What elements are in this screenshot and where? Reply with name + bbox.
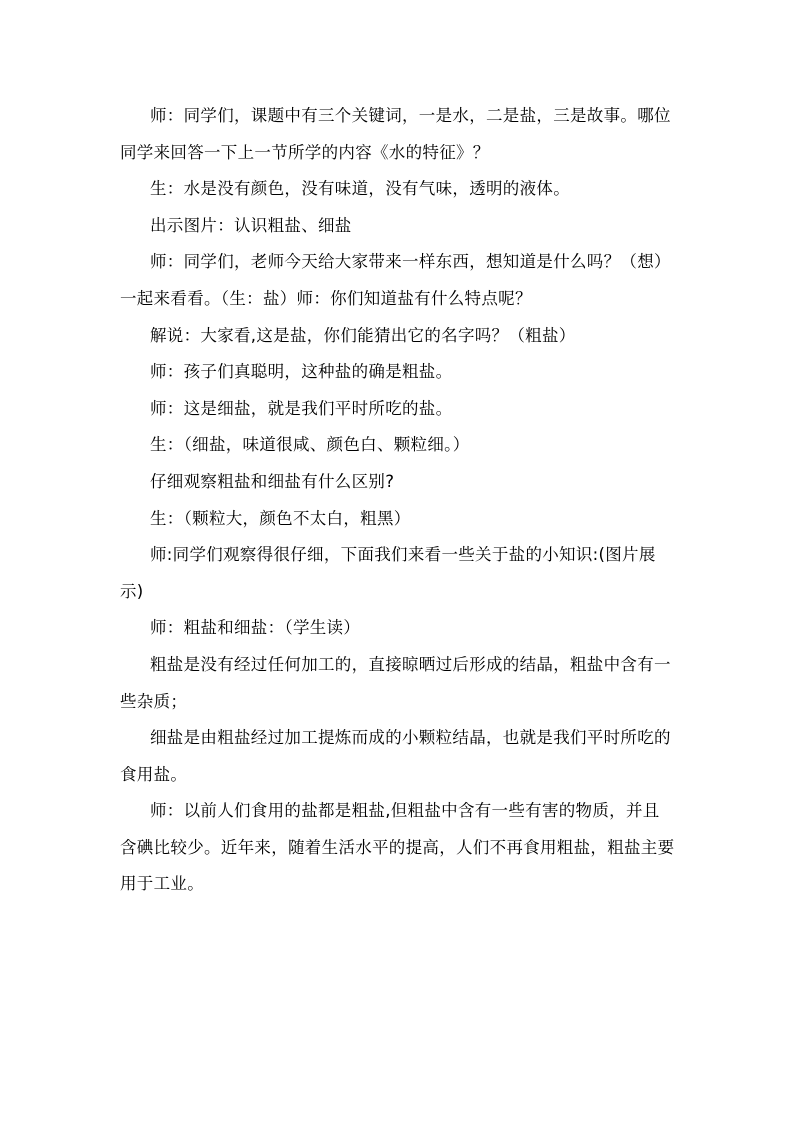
- paragraph-6: 师：孩子们真聪明，这种盐的确是粗盐。: [150, 362, 453, 382]
- paragraph-14: 细盐是由粗盐经过加工提炼而成的小颗粒结晶，也就是我们平时所吃的食用盐。: [120, 728, 671, 784]
- paragraph-2: 生：水是没有颜色，没有味道，没有气味，透明的液体。: [150, 179, 570, 199]
- paragraph-7: 师：这是细盐，就是我们平时所吃的盐。: [150, 398, 453, 418]
- paragraph-1: 师：同学们，课题中有三个关键词，一是水，二是盐，三是故事。哪位同学来回答一下上一节所学的内容《水的特征》？: [120, 106, 671, 162]
- paragraph-12: 师：粗盐和细盐：（学生读）: [150, 618, 361, 638]
- paragraph-8: 生：（细盐，味道很咸、颜色白、颗粒细。）: [150, 435, 470, 455]
- paragraph-9: 仔细观察粗盐和细盐有什么区别?: [150, 471, 395, 491]
- paragraph-11: 师:同学们观察得很仔细，下面我们来看一些关于盐的小知识:(图片展示): [120, 545, 656, 601]
- paragraph-5: 解说：大家看,这是盐，你们能猜出它的名字吗？（粗盐）: [150, 325, 576, 345]
- document-body: [120, 98, 676, 903]
- paragraph-4: 师：同学们，老师今天给大家带来一样东西，想知道是什么吗？（想）一起来看看。（生：盐）师：你们知道盐有什么特点呢？: [120, 252, 671, 308]
- paragraph-10: 生：（颗粒大，颜色不太白，粗黑）: [150, 508, 411, 528]
- paragraph-3: 出示图片：认识粗盐、细盐: [150, 215, 352, 235]
- paragraph-15: 师：以前人们食用的盐都是粗盐,但粗盐中含有一些有害的物质，并且含碘比较少。近年来，随着生活水平的提高，人们不再食用粗盐，粗盐主要用于工业。: [120, 801, 675, 894]
- paragraph-13: 粗盐是没有经过任何加工的，直接晾晒过后形成的结晶，粗盐中含有一些杂质；: [120, 654, 671, 711]
